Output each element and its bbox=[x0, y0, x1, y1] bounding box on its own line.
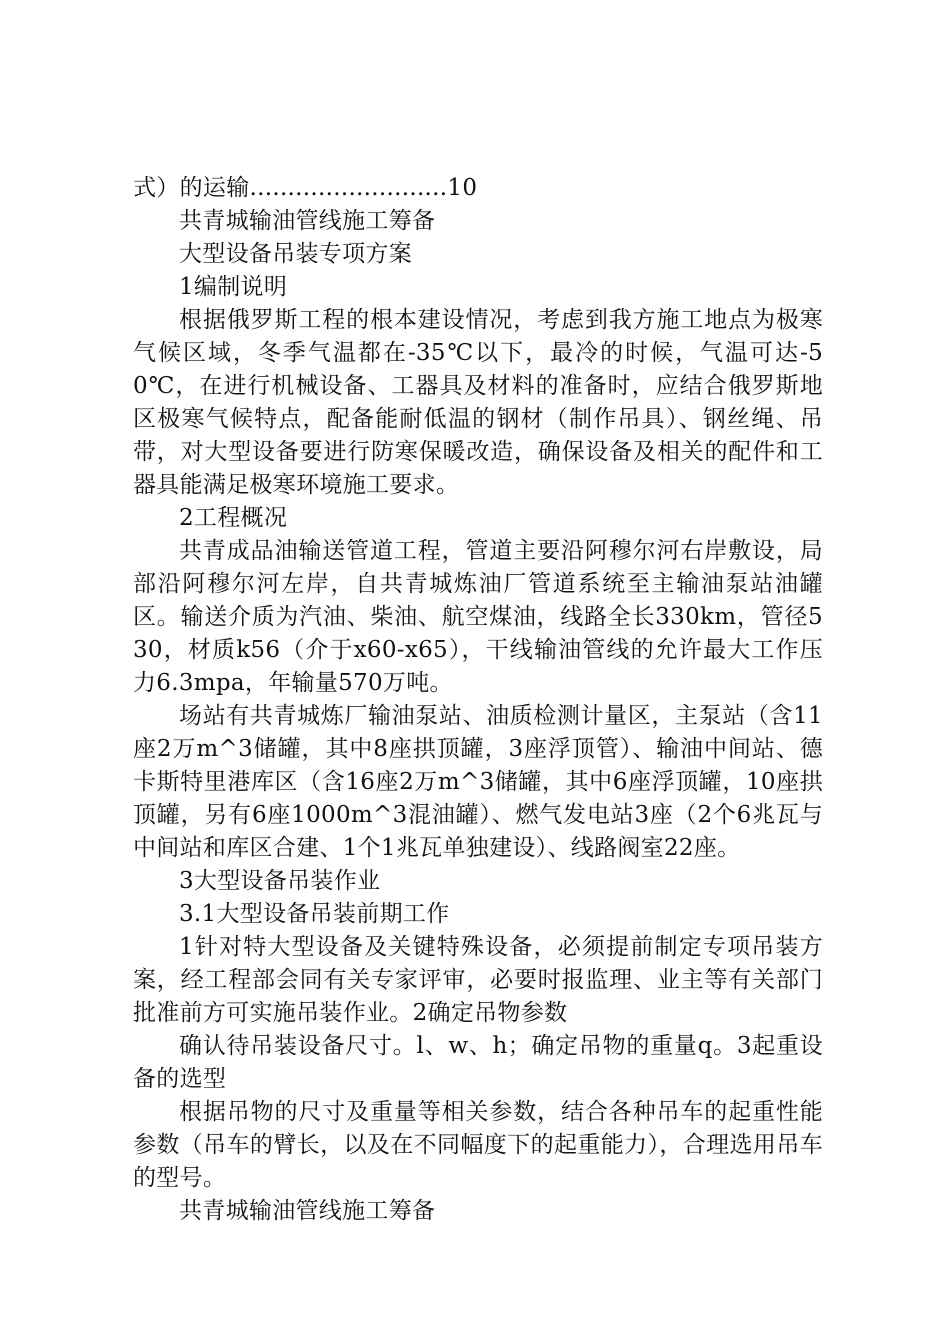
subsection-heading: 3.1大型设备吊装前期工作 bbox=[179, 901, 450, 927]
footer-title: 共青城输油管线施工筹备 bbox=[179, 1198, 436, 1224]
paragraph: 1针对特大型设备及关键特殊设备，必须提前制定专项吊装方案，经工程部会同有关专家评审，必要时报监理、业主等有关部门批准前方可实施吊装作业。2确定吊物参数 bbox=[133, 934, 823, 1026]
paragraph: 根据俄罗斯工程的根本建设情况，考虑到我方施工地点为极寒气候区域，冬季气温都在-35℃以下，最冷的时候，气温可达-50℃，在进行机械设备、工器具及材料的准备时，应结合俄罗斯地区极寒气候特点，配备能耐低温的钢材（制作吊具）、钢丝绳、吊带，对大型设备要进行防寒保暖改造，确保设备及相关的配件和工器具能满足极寒环境施工要求。 bbox=[133, 307, 823, 498]
section-heading: 2工程概况 bbox=[179, 505, 288, 531]
toc-line: 式）的运输..........................10 bbox=[133, 175, 478, 201]
header-title: 共青城输油管线施工筹备 bbox=[179, 208, 436, 234]
paragraph: 根据吊物的尺寸及重量等相关参数，结合各种吊车的起重性能参数（吊车的臂长，以及在不同幅度下的起重能力），合理选用吊车的型号。 bbox=[133, 1099, 823, 1191]
section-heading: 3大型设备吊装作业 bbox=[179, 868, 381, 894]
paragraph: 共青成品油输送管道工程，管道主要沿阿穆尔河右岸敷设，局部沿阿穆尔河左岸，自共青城炼油厂管道系统至主输油泵站油罐区。输送介质为汽油、柴油、航空煤油，线路全长330km，管径530，材质k56（介于x60-x65），干线输油管线的允许最大工作压力6.3mpa，年输量570万吨。 bbox=[133, 538, 823, 696]
paragraph: 确认待吊装设备尺寸。l、w、h；确定吊物的重量q。3起重设备的选型 bbox=[133, 1033, 823, 1092]
document-body bbox=[133, 172, 823, 1228]
plan-title: 大型设备吊装专项方案 bbox=[179, 241, 412, 267]
section-heading: 1编制说明 bbox=[179, 274, 288, 300]
paragraph: 场站有共青城炼厂输油泵站、油质检测计量区，主泵站（含11座2万m^3储罐，其中8座拱顶罐，3座浮顶管）、输油中间站、德卡斯特里港库区（含16座2万m^3储罐，其中6座浮顶罐，10座拱顶罐，另有6座1000m^3混油罐）、燃气发电站3座（2个6兆瓦与中间站和库区合建、1个1兆瓦单独建设）、线路阀室22座。 bbox=[133, 703, 823, 861]
